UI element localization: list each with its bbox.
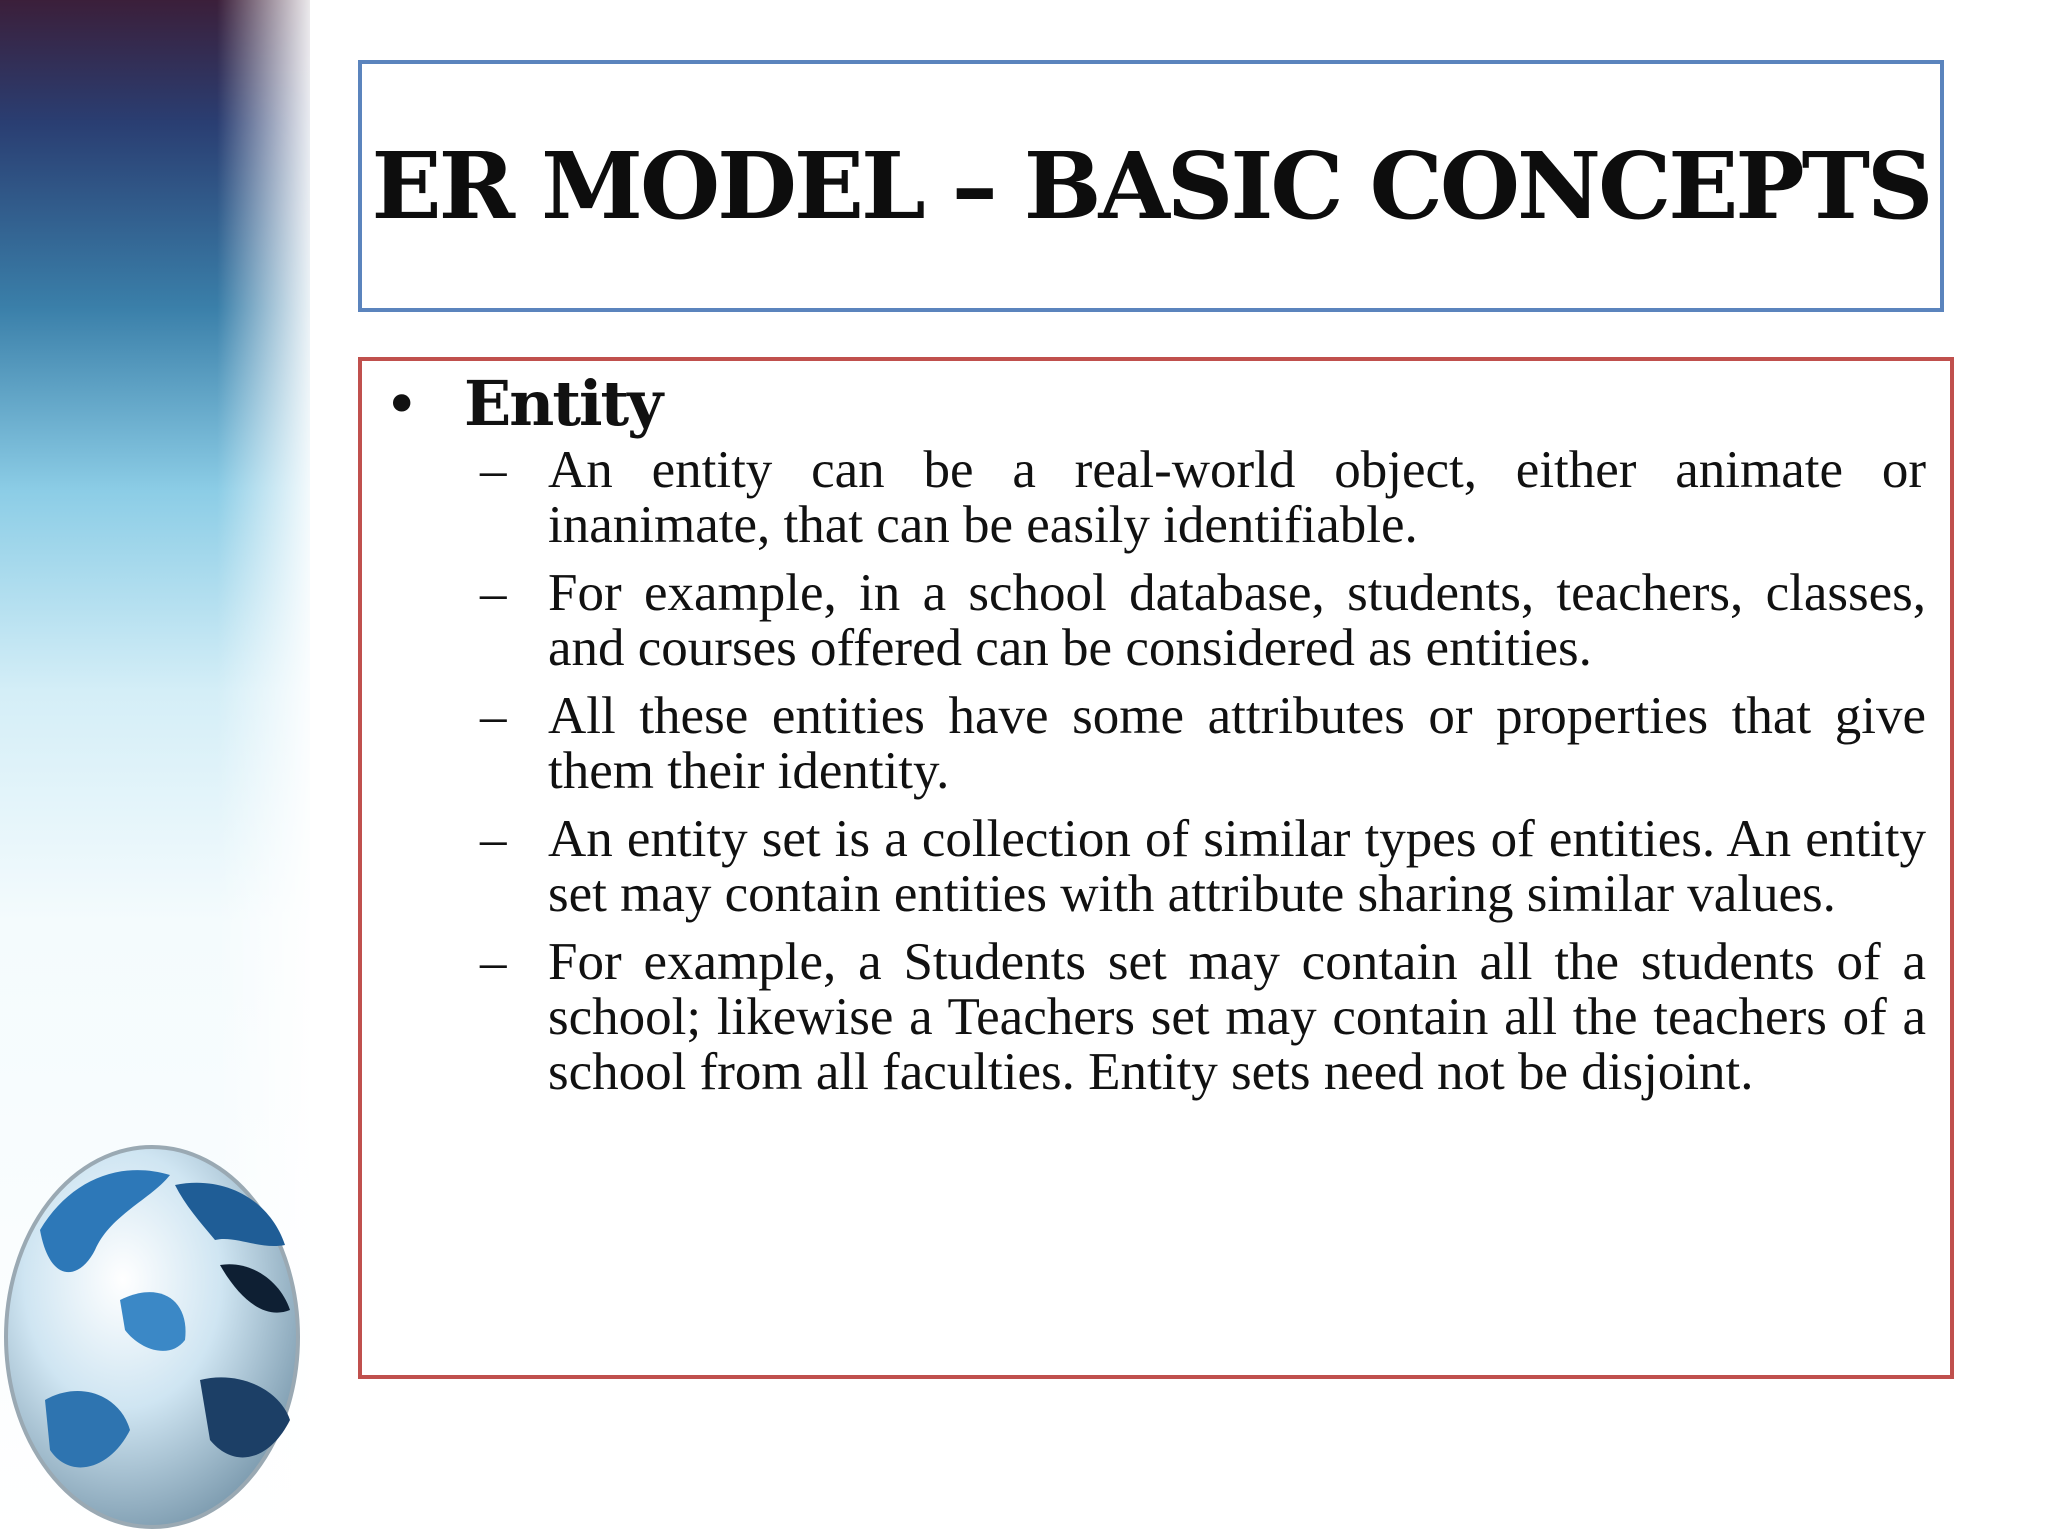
sub-point-text: An entity set is a collection of similar types of entities. An entity set may contain entities with attribute sharing similar values. <box>548 810 1926 923</box>
sub-point-list <box>480 443 1926 1113</box>
sub-point <box>480 689 1926 799</box>
bullet-entity <box>384 367 661 440</box>
bullet-icon: • <box>384 370 420 440</box>
sub-point-text: For example, in a school database, students, teachers, classes, and courses offered can be considered as entities. <box>548 564 1926 677</box>
dash-icon: – <box>480 687 507 745</box>
slide-title: ER MODEL – BASIC CONCEPTS <box>371 132 1931 240</box>
decorative-background <box>0 0 310 1536</box>
content-box <box>358 357 1954 1379</box>
sub-point <box>480 935 1926 1100</box>
dash-icon: – <box>480 564 507 622</box>
title-box <box>358 60 1944 312</box>
sub-point-text: All these entities have some attributes or properties that give them their identity. <box>548 687 1926 800</box>
bullet-label: Entity <box>464 367 662 440</box>
sub-point-text: An entity can be a real-world object, either animate or inanimate, that can be easily identifiable. <box>548 441 1926 554</box>
sub-point <box>480 812 1926 922</box>
dash-icon: – <box>480 933 507 991</box>
globe-icon <box>6 1147 298 1527</box>
sub-point <box>480 443 1926 553</box>
dash-icon: – <box>480 441 507 499</box>
dash-icon: – <box>480 810 507 868</box>
sub-point-text: For example, a Students set may contain all the students of a school; likewise a Teachers set may contain all the teachers of a school from all faculties. Entity sets need not be disjoint. <box>548 933 1926 1101</box>
sub-point <box>480 566 1926 676</box>
left-gradient-band <box>0 0 310 1536</box>
